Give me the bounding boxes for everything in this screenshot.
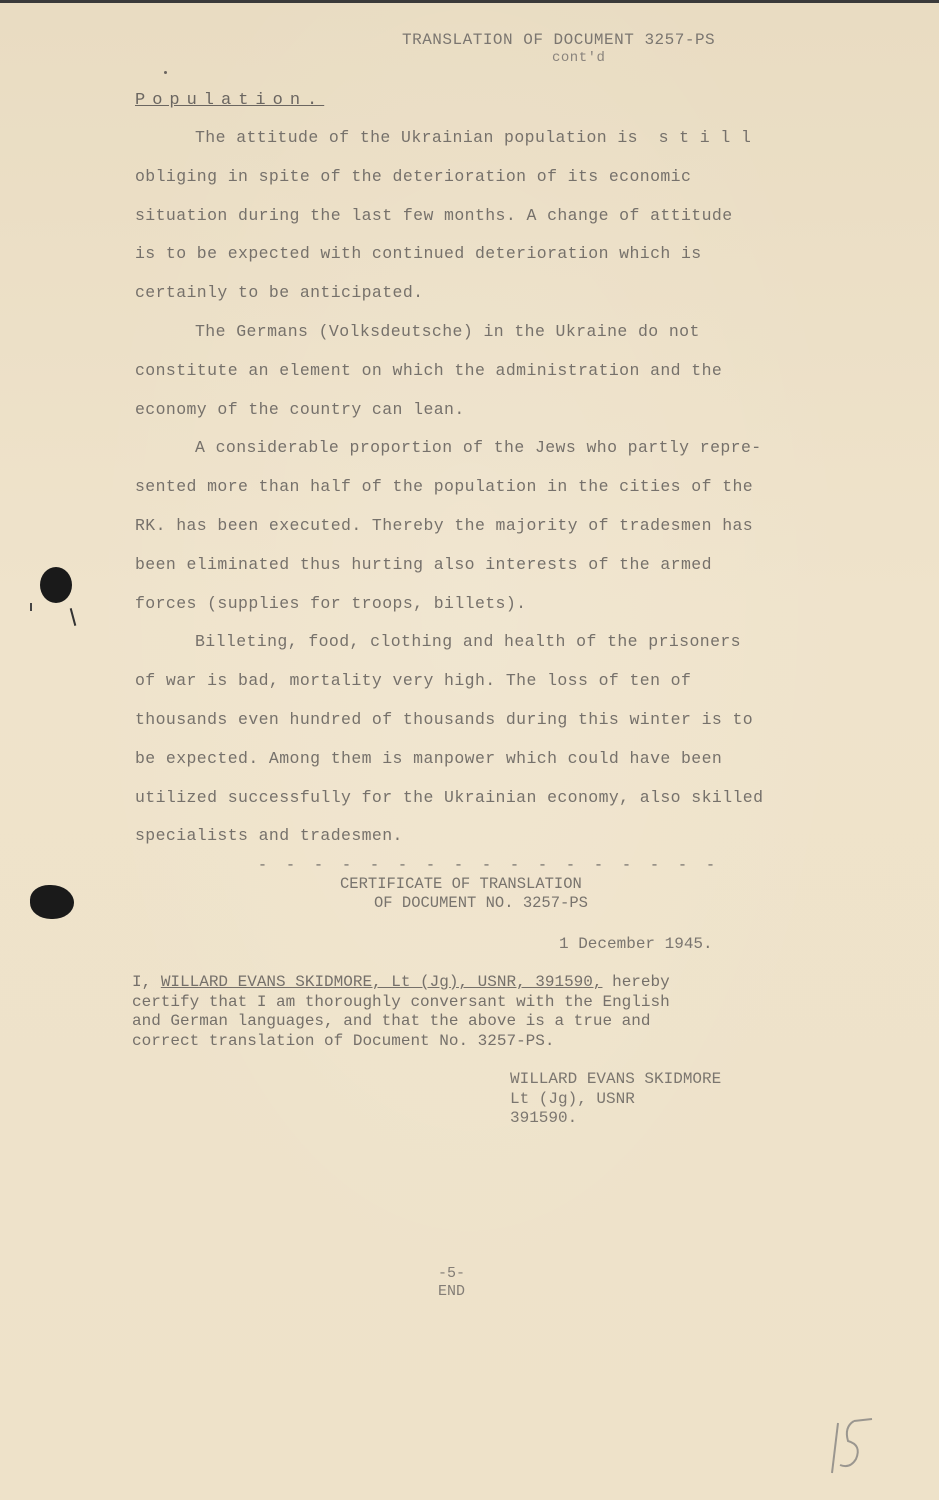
header-title: TRANSLATION OF DOCUMENT 3257-PS	[402, 31, 716, 49]
signature-rank: Lt (Jg), USNR	[510, 1089, 635, 1108]
stray-dot-mark	[164, 71, 167, 74]
certificate-date: 1 December 1945.	[559, 935, 713, 953]
page-footer	[438, 1265, 465, 1301]
paper-mark	[70, 608, 77, 626]
page-number: -5-	[438, 1265, 466, 1282]
signature-block	[510, 1070, 721, 1129]
certificate-title	[340, 875, 588, 913]
header-subtitle: cont'd	[552, 50, 606, 66]
paper-mark-small	[30, 603, 32, 611]
handwritten-page-mark	[826, 1415, 880, 1475]
certificate-body-prefix: I,	[132, 973, 161, 991]
binder-hole-upper	[40, 567, 72, 603]
paragraph-3: A considerable proportion of the Jews who partly repre- sented more than half of the population in the cities of the RK. has been executed. Thereby the majority of tradesmen has been eliminated thus hurting also interests of the armed forces (supplies for troops, billets).	[135, 438, 762, 613]
certificate-body	[132, 973, 812, 1051]
paragraph-1: The attitude of the Ukrainian population is s t i l l obliging in spite of the deterioration of its economic situation during the last few months. A change of attitude is to be expected with continued deterioration which is certainly to be anticipated.	[135, 128, 752, 303]
certificate-translator-id: WILLARD EVANS SKIDMORE, Lt (Jg), USNR, 391590,	[160, 973, 603, 991]
body-text	[135, 119, 835, 856]
signature-name: WILLARD EVANS SKIDMORE	[510, 1070, 722, 1088]
signature-number: 391590.	[510, 1109, 578, 1127]
certificate-body-text: hereby certify that I am thoroughly conversant with the English and German languages, and that the above is a true and correct translation of Document No. 3257-PS.	[132, 973, 670, 1050]
end-label: END	[438, 1283, 466, 1300]
binder-hole-lower	[30, 885, 74, 919]
certificate-title-line2: OF DOCUMENT NO. 3257-PS	[374, 894, 588, 912]
document-header	[402, 31, 715, 67]
certificate-title-line1: CERTIFICATE OF TRANSLATION	[340, 875, 582, 893]
paragraph-4: Billeting, food, clothing and health of the prisoners of war is bad, mortality very high. The loss of ten of thousands even hundred of thousands during this winter is to be expected. Among them is manpower which could have been utilized successfully for the Ukrainian economy, also skilled specialists and tradesmen.	[135, 632, 764, 846]
section-divider: - - - - - - - - - - - - - - - - -	[258, 857, 721, 874]
paragraph-2: The Germans (Volksdeutsche) in the Ukraine do not constitute an element on which the administration and the economy of the country can lean.	[135, 321, 723, 419]
section-heading: Population.	[135, 91, 325, 110]
